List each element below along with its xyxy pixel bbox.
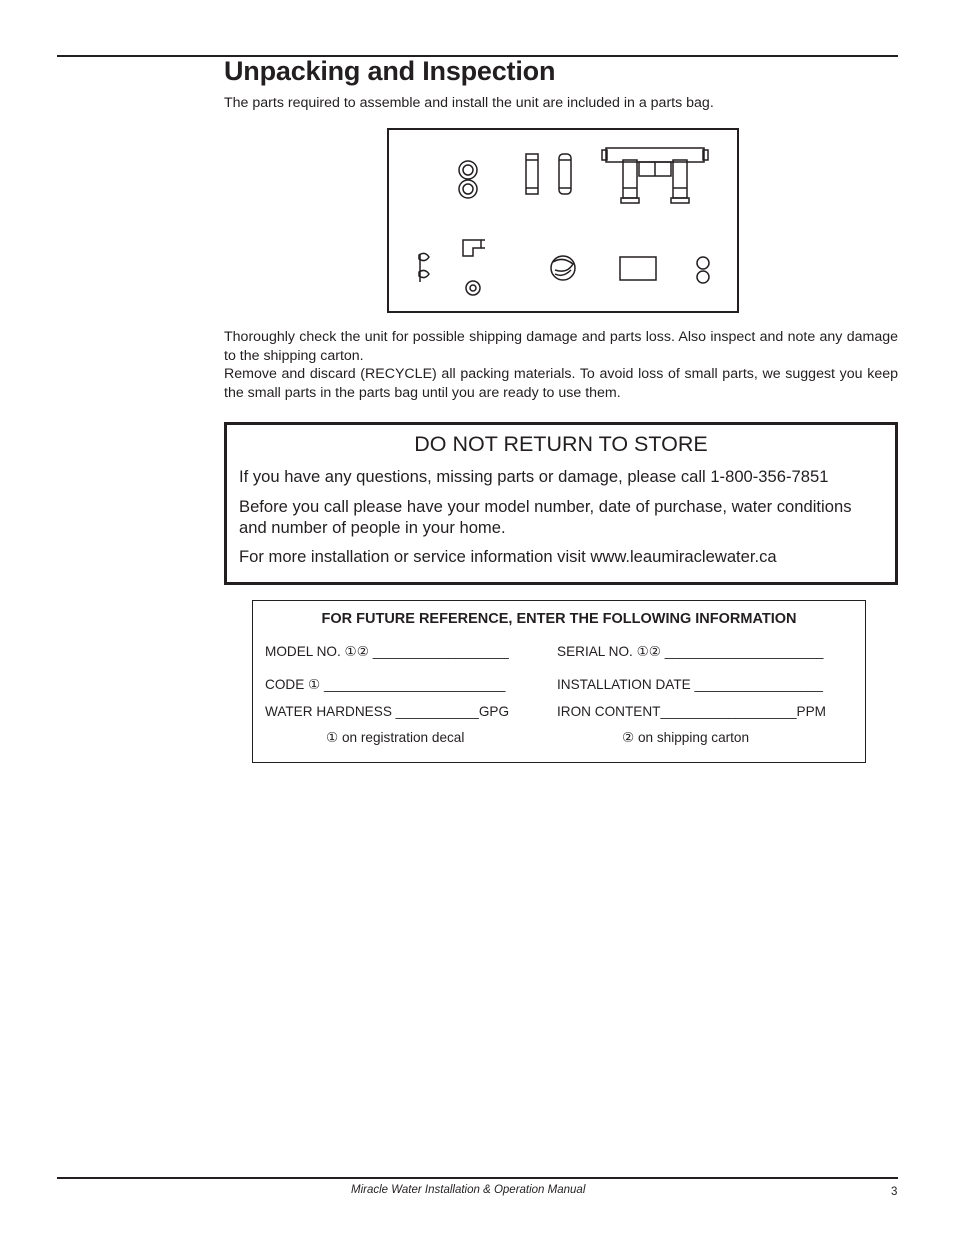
bypass-valve-icon	[602, 148, 708, 203]
notice-title: DO NOT RETURN TO STORE	[414, 432, 708, 456]
installation-date-field: INSTALLATION DATE _________________	[557, 677, 823, 692]
water-hardness-field: WATER HARDNESS ___________GPG	[265, 704, 510, 719]
notice-line-before-call: Before you call please have your model number, date of purchase, water conditions and number of people in your home.	[239, 497, 852, 537]
notice-line-website: For more installation or service information visit www.leaumiraclewater.ca	[239, 547, 777, 566]
hex-nut-icon	[459, 161, 477, 198]
serial-no-field: SERIAL NO. ①② _____________________	[557, 644, 824, 659]
notice-line-phone: If you have any questions, missing parts or damage, please call 1-800-356-7851	[239, 467, 829, 486]
clip-icon	[419, 253, 429, 282]
coiled-tubing-icon	[551, 256, 575, 280]
inspection-text	[224, 328, 898, 402]
parts-bag-illustration	[387, 128, 739, 313]
future-reference-form	[252, 600, 866, 763]
reference-title: FOR FUTURE REFERENCE, ENTER THE FOLLOWING INFORMATION	[321, 611, 797, 627]
inspection-paragraph-2: Remove and discard (RECYCLE) all packing materials. To avoid loss of small parts, we suggest you keep the small parts in the parts bag until you are ready to use them.	[224, 366, 898, 401]
intro-text: The parts required to assemble and install the unit are included in a parts bag.	[224, 95, 714, 111]
page-number: 3	[891, 1186, 898, 1198]
tube-insert-icon	[526, 154, 571, 194]
washer-icon	[466, 281, 480, 295]
do-not-return-notice	[224, 422, 898, 585]
footer-manual-title: Miracle Water Installation & Operation Manual	[351, 1184, 586, 1196]
note-shipping-carton: ② on shipping carton	[622, 730, 750, 745]
code-field: CODE ① ________________________	[265, 677, 506, 692]
note-registration-decal: ① on registration decal	[326, 730, 465, 745]
bottom-rule	[57, 1177, 898, 1179]
inspection-paragraph-1: Thoroughly check the unit for possible shipping damage and parts loss. Also inspect and note any damage to the shipping carton.	[224, 329, 898, 364]
o-ring-icon	[697, 257, 709, 283]
elbow-fitting-icon	[463, 240, 485, 256]
label-decal-icon	[620, 257, 656, 280]
iron-content-field: IRON CONTENT__________________PPM	[557, 704, 827, 719]
page-title: Unpacking and Inspection	[224, 56, 556, 86]
model-no-field: MODEL NO. ①② __________________	[265, 644, 509, 659]
